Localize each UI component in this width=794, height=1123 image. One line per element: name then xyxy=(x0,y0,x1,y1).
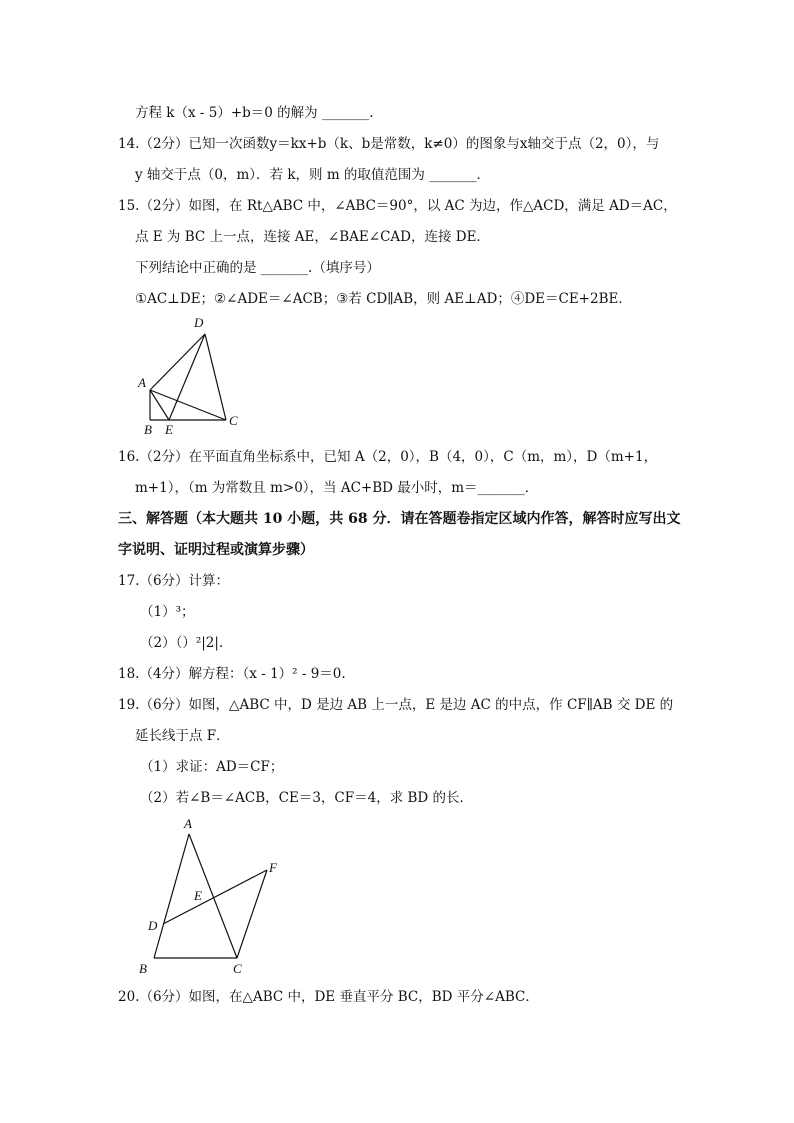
text-line: 延长线于点 F． xyxy=(135,728,230,744)
segment-ac xyxy=(150,390,226,420)
text-line: 点 E 为 BC 上一点，连接 AE，∠BAE∠CAD，连接 DE． xyxy=(135,229,490,245)
label-b: B xyxy=(144,422,152,437)
question-15: 15.（2分）如图，在 Rt△ABC 中，∠ABC＝90°，以 AC 为边，作△ACD，满足 AD＝AC， xyxy=(118,198,677,214)
label-b: B xyxy=(139,961,147,976)
question-19: 19.（6分）如图，△ABC 中，D 是边 AB 上一点，E 是边 AC 的中点，作 CF∥AB 交 DE 的 xyxy=(118,697,674,713)
segment-ae xyxy=(150,390,169,420)
question-19-part-1: （1）求证：AD＝CF； xyxy=(140,759,284,775)
label-e: E xyxy=(165,422,173,437)
text-line: 方程 k（x - 5）+b＝0 的解为 _______. xyxy=(135,105,374,121)
question-18: 18.（4分）解方程：（x - 1）² - 9＝0. xyxy=(118,666,346,682)
segment-ab xyxy=(154,834,189,958)
text-line: y 轴交于点（0，m）．若 k，则 m 的取值范围为 _______． xyxy=(135,167,490,183)
label-c: C xyxy=(233,961,242,976)
question-19-part-2: （2）若∠B＝∠ACB，CE＝3，CF＝4，求 BD 的长． xyxy=(140,790,474,806)
options-line: ①AC⊥DE；②∠ADE＝∠ACB；③若 CD∥AB，则 AE⊥AD；④DE＝CE+2BE． xyxy=(135,291,632,307)
question-17-part-2: （2）（）²|2|. xyxy=(140,635,224,651)
question-14: 14.（2分）已知一次函数y＝kx+b（k、b是常数，k≠0）的图象与x轴交于点（2，0），与 xyxy=(118,136,660,152)
label-a: A xyxy=(138,375,146,390)
question-17: 17.（6分）计算： xyxy=(118,573,230,589)
text-line: m+1），（m 为常数且 m>0），当 AC+BD 最小时，m＝_______． xyxy=(135,480,539,496)
segment-ad xyxy=(150,334,205,390)
label-f: F xyxy=(269,860,277,875)
question-17-part-1: （1）³； xyxy=(140,604,195,620)
text-line: 下列结论中正确的是 _______.（填序号） xyxy=(135,260,380,276)
figure-q19 xyxy=(132,812,292,980)
section-heading: 三、解答题（本大题共 10 小题，共 68 分．请在答题卷指定区域内作答，解答时应写出文 xyxy=(118,511,681,527)
question-20: 20.（6分）如图，在△ABC 中，DE 垂直平分 BC，BD 平分∠ABC． xyxy=(118,989,539,1005)
label-c: C xyxy=(229,413,238,428)
label-a: A xyxy=(184,816,192,831)
figure-q15 xyxy=(130,312,250,438)
label-d: D xyxy=(194,315,204,330)
segment-dc xyxy=(205,334,226,420)
segment-de xyxy=(169,334,205,420)
question-16: 16.（2分）在平面直角坐标系中，已知 A（2，0），B（4，0），C（m，m），D（m+1， xyxy=(118,449,658,465)
label-d: D xyxy=(148,918,158,933)
section-heading-cont: 字说明、证明过程或演算步骤） xyxy=(118,542,314,558)
label-e: E xyxy=(194,888,202,903)
